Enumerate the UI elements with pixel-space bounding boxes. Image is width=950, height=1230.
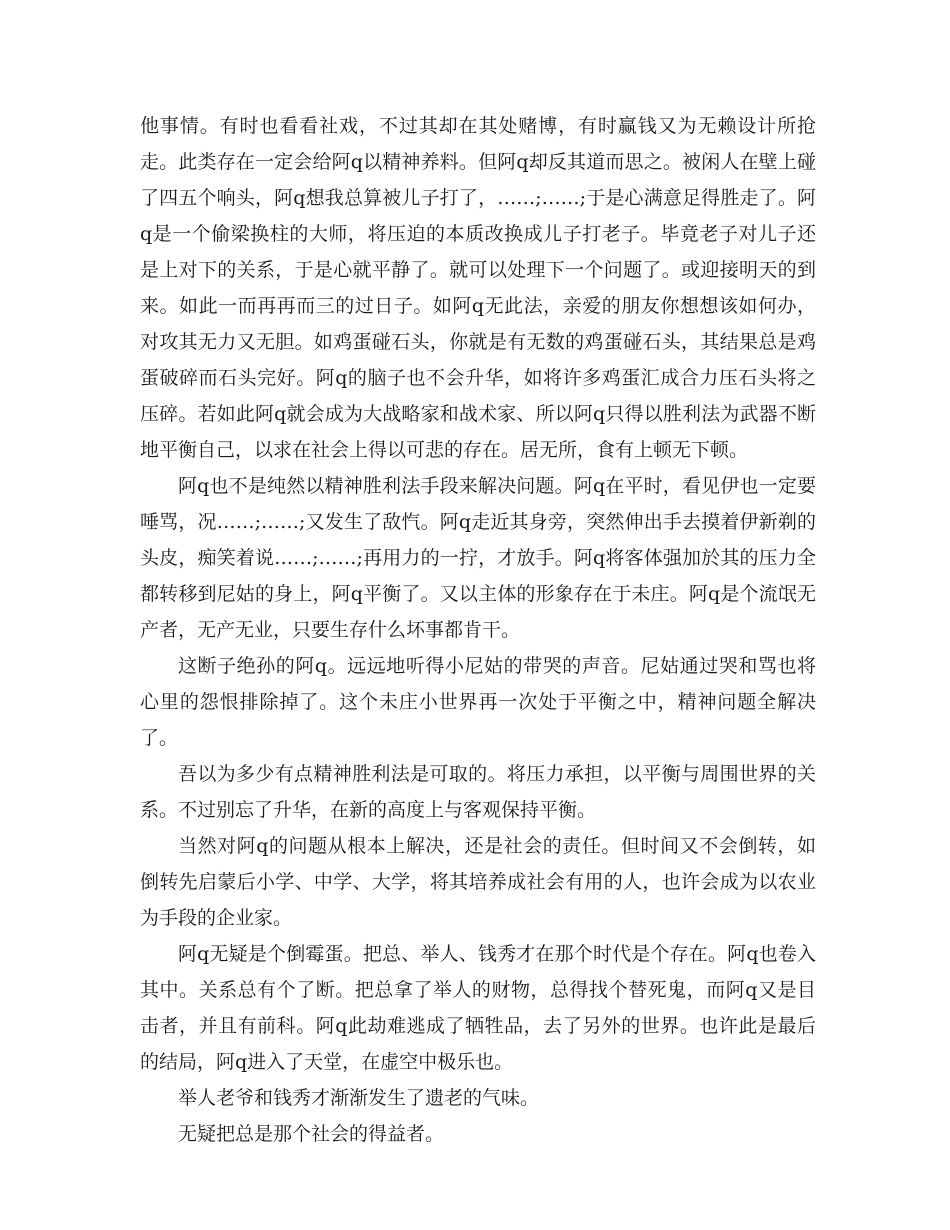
paragraph: 阿q无疑是个倒霉蛋。把总、举人、钱秀才在那个时代是个存在。阿q也卷入其中。关系总有个了断。把总拿了举人的财物，总得找个替死鬼，而阿q又是目击者，并且有前科。阿q此劫难逃成了牺牲品，去了另外的世界。也许此是最后的结局，阿q进入了天堂，在虚空中极乐也。 [140, 943, 816, 1073]
paragraph: 举人老爷和钱秀才渐渐发生了遗老的气味。 [178, 1087, 540, 1109]
paragraph-continuation: 他事情。有时也看看社戏，不过其却在其处赌博，有时赢钱又为无赖设计所抢走。此类存在一定会给阿q以精神养料。但阿q却反其道而思之。被闲人在壁上碰了四五个响头，阿q想我总算被儿子打了，……;……;于是心满意足得胜走了。阿q是一个偷梁换柱的大师，将压迫的本质改换成儿子打老子。毕竟老子对儿子还是上对下的关系，于是心就平静了。就可以处理下一个问题了。或迎接明天的到来。如此一而再再而三的过日子。如阿q无此法，亲爱的朋友你想想该如何办，对攻其无力又无胆。如鸡蛋碰石头，你就是有无数的鸡蛋碰石头，其结果总是鸡蛋破碎而石头完好。阿q的脑子也不会升华，如将许多鸡蛋汇成合力压石头将之压碎。若如此阿q就会成为大战略家和战术家、所以阿q只得以胜利法为武器不断地平衡自己，以求在社会上得以可悲的存在。居无所，食有上顿无下顿。 [140, 115, 816, 461]
paragraph: 当然对阿q的问题从根本上解决，还是社会的责任。但时间又不会倒转，如倒转先启蒙后小学、中学、大学，将其培养成社会有用的人，也许会成为以农业为手段的企业家。 [140, 835, 816, 929]
paragraph: 吾以为多少有点精神胜利法是可取的。将压力承担，以平衡与周围世界的关系。不过别忘了升华，在新的高度上与客观保持平衡。 [140, 763, 816, 821]
document-body [140, 108, 816, 1152]
paragraph: 这断子绝孙的阿q。远远地听得小尼姑的带哭的声音。尼姑通过哭和骂也将心里的怨恨排除掉了。这个未庄小世界再一次处于平衡之中，精神问题全解决了。 [140, 655, 816, 749]
paragraph: 无疑把总是那个社会的得益者。 [178, 1123, 445, 1145]
paragraph: 阿q也不是纯然以精神胜利法手段来解决问题。阿q在平时，看见伊也一定要唾骂，况……;……;又发生了敌忾。阿q走近其身旁，突然伸出手去摸着伊新剃的头皮，痴笑着说……;……;再用力的一拧，才放手。阿q将客体强加於其的压力全都转移到尼姑的身上，阿q平衡了。又以主体的形象存在于未庄。阿q是个流氓无产者，无产无业，只要生存什么坏事都肯干。 [140, 475, 816, 641]
